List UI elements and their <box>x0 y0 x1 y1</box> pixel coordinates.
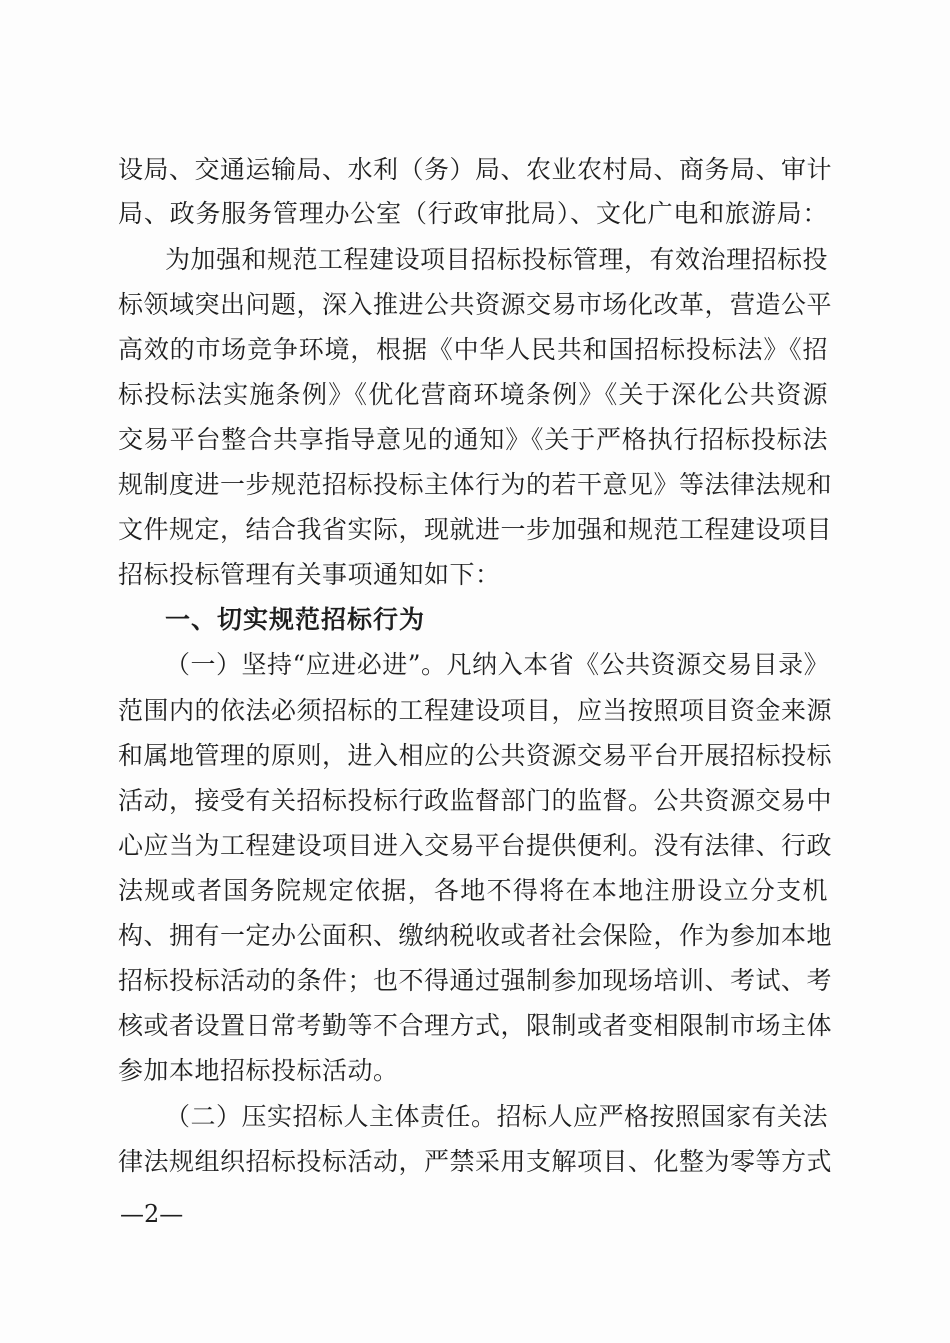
body-line-2: 局、政务服务管理办公室（行政审批局）、文化广电和旅游局： <box>118 199 828 228</box>
item-1-line-5: 心应当为工程建设项目进入交易平台提供便利。没有法律、行政 <box>118 831 833 860</box>
item-1-line-7: 构、拥有一定办公面积、缴纳税收或者社会保险，作为参加本地 <box>118 921 833 950</box>
paragraph-intro-line-6: 规制度进一步规范招标投标主体行为的若干意见》等法律法规和 <box>118 470 833 499</box>
item-1-line-8: 招标投标活动的条件；也不得通过强制参加现场培训、考试、考 <box>118 966 833 995</box>
item-2-line-1: （二）压实招标人主体责任。招标人应严格按照国家有关法 <box>165 1102 829 1131</box>
item-1-line-9: 核或者设置日常考勤等不合理方式，限制或者变相限制市场主体 <box>118 1011 833 1040</box>
paragraph-intro-line-5: 交易平台整合共享指导意见的通知》《关于严格执行招标投标法 <box>118 425 828 454</box>
item-1-line-1: （一）坚持“应进必进”。凡纳入本省《公共资源交易目录》 <box>165 650 830 679</box>
paragraph-intro-line-7: 文件规定，结合我省实际，现就进一步加强和规范工程建设项目 <box>118 515 833 544</box>
item-1-line-3: 和属地管理的原则，进入相应的公共资源交易平台开展招标投标 <box>118 741 833 770</box>
paragraph-intro-line-1: 为加强和规范工程建设项目招标投标管理，有效治理招标投 <box>165 245 829 274</box>
paragraph-intro-line-4: 标投标法实施条例》《优化营商环境条例》《关于深化公共资源 <box>118 380 828 409</box>
body-line-1: 设局、交通运输局、水利（务）局、农业农村局、商务局、审计 <box>118 155 833 184</box>
page-number: —2— <box>120 1200 184 1228</box>
item-1-line-10: 参加本地招标投标活动。 <box>118 1056 399 1085</box>
paragraph-intro-line-3: 高效的市场竞争环境，根据《中华人民共和国招标投标法》《招 <box>118 335 828 364</box>
item-1-line-4: 活动，接受有关招标投标行政监督部门的监督。公共资源交易中 <box>118 786 833 815</box>
item-2-line-2: 律法规组织招标投标活动，严禁采用支解项目、化整为零等方式 <box>118 1147 833 1176</box>
item-1-line-6: 法规或者国务院规定依据，各地不得将在本地注册设立分支机 <box>118 876 828 905</box>
item-1-line-2: 范围内的依法必须招标的工程建设项目，应当按照项目资金来源 <box>118 696 833 725</box>
paragraph-intro-line-2: 标领域突出问题，深入推进公共资源交易市场化改革，营造公平 <box>118 290 833 319</box>
section-heading-1: 一、切实规范招标行为 <box>165 605 426 634</box>
paragraph-intro-line-8: 招标投标管理有关事项通知如下： <box>118 560 501 589</box>
